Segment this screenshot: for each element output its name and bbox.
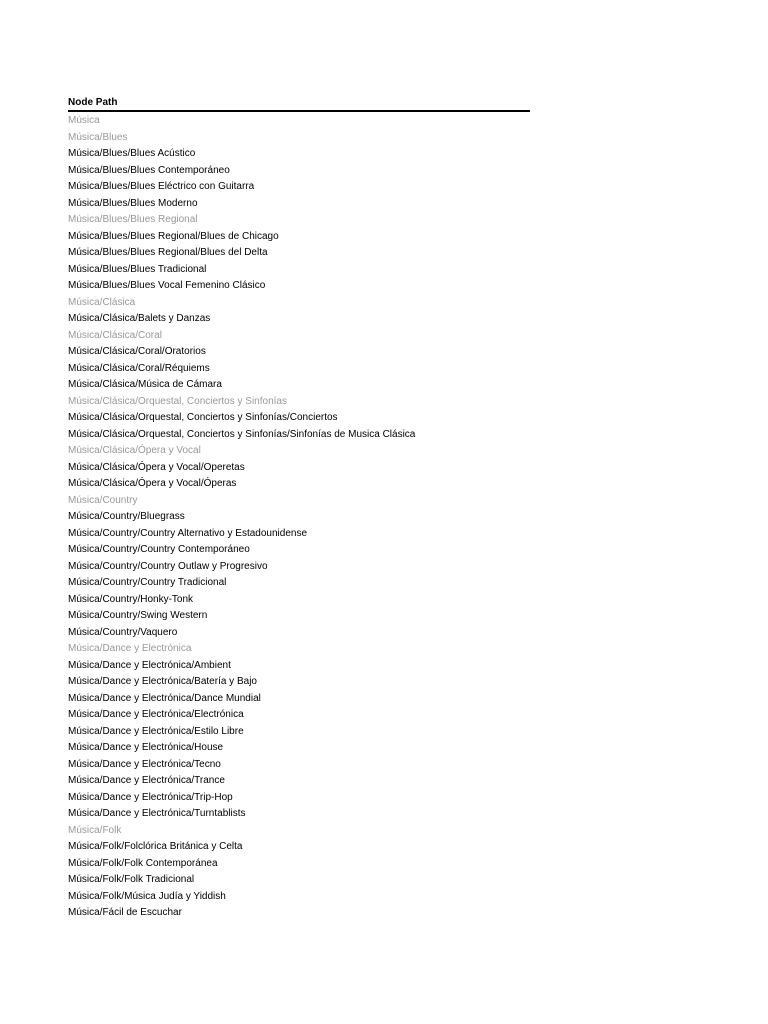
table-row: Música/Dance y Electrónica/Estilo Libre <box>68 725 244 737</box>
table-row: Música/Country/Bluegrass <box>68 511 185 522</box>
table-row: Música/Folk/Música Judía y Yiddish <box>68 890 226 902</box>
table-row: Música/Blues/Blues Regional/Blues de Chicago <box>68 230 279 242</box>
table-row: Música/Blues/Blues Contemporáneo <box>68 164 230 176</box>
table-row: Música/Dance y Electrónica/Dance Mundial <box>68 692 261 704</box>
table-row: Música/Clásica/Música de Cámara <box>68 379 222 390</box>
table-row: Música/Country/Country Alternativo y Estadounidense <box>68 527 308 539</box>
category-row: Música/Clásica/Coral <box>68 329 162 341</box>
category-row: Música/Clásica/Orquestal, Conciertos y Sinfonías <box>68 395 287 407</box>
table-row: Música/Blues/Blues Regional/Blues del Delta <box>68 247 268 258</box>
category-row: Música <box>68 115 100 126</box>
table-row: Música/Country/Country Outlaw y Progresivo <box>68 560 268 572</box>
table-row: Música/Fácil de Escuchar <box>68 907 182 918</box>
table-row: Música/Country/Vaquero <box>68 626 178 638</box>
column-header-node-path: Node Path <box>68 96 530 112</box>
table-row: Música/Clásica/Coral/Oratorios <box>68 346 206 357</box>
table-row: Música/Dance y Electrónica/Tecno <box>68 758 221 770</box>
table-row: Música/Blues/Blues Tradicional <box>68 263 207 275</box>
table-row: Música/Folk/Folclórica Británica y Celta <box>68 841 243 852</box>
table-row: Música/Country/Country Tradicional <box>68 577 227 588</box>
table-row: Música/Dance y Electrónica/Trip-Hop <box>68 791 233 803</box>
category-row: Música/Blues/Blues Regional <box>68 214 198 225</box>
table-row: Música/Dance y Electrónica/House <box>68 742 224 753</box>
category-row: Música/Blues <box>68 131 128 143</box>
table-row: Música/Folk/Folk Tradicional <box>68 874 195 885</box>
table-row: Música/Dance y Electrónica/Ambient <box>68 659 231 671</box>
table-row: Música/Country/Honky-Tonk <box>68 593 194 605</box>
node-path-list <box>68 113 530 922</box>
table-row: Música/Clásica/Coral/Réquiems <box>68 362 210 374</box>
table-row: Música/Clásica/Ópera y Vocal/Óperas <box>68 478 237 489</box>
table-row: Música/Blues/Blues Vocal Femenino Clásico <box>68 280 266 291</box>
table-row: Música/Clásica/Orquestal, Conciertos y Sinfonías/Sinfonías de Musica Clásica <box>68 428 416 440</box>
table-row: Música/Dance y Electrónica/Electrónica <box>68 709 244 720</box>
table-row: Música/Clásica/Balets y Danzas <box>68 313 211 324</box>
table-row: Música/Folk/Folk Contemporánea <box>68 857 218 869</box>
table-row: Música/Clásica/Ópera y Vocal/Operetas <box>68 461 245 473</box>
category-row: Música/Clásica/Ópera y Vocal <box>68 445 201 456</box>
table-row: Música/Dance y Electrónica/Trance <box>68 775 225 786</box>
table-row: Música/Blues/Blues Moderno <box>68 197 198 209</box>
table-row: Música/Clásica/Orquestal, Conciertos y Sinfonías/Conciertos <box>68 412 338 423</box>
category-row: Música/Folk <box>68 824 122 836</box>
table-row: Música/Dance y Electrónica/Turntablists <box>68 808 246 819</box>
table-row: Música/Country/Country Contemporáneo <box>68 544 250 555</box>
node-path-table <box>68 96 530 922</box>
table-row: Música/Blues/Blues Eléctrico con Guitarra <box>68 181 255 192</box>
table-row: Música/Blues/Blues Acústico <box>68 148 196 159</box>
category-row: Música/Country <box>68 494 138 506</box>
category-row: Música/Dance y Electrónica <box>68 643 192 654</box>
table-row: Música/Country/Swing Western <box>68 610 208 621</box>
table-row: Música/Dance y Electrónica/Batería y Bajo <box>68 676 257 687</box>
category-row: Música/Clásica <box>68 296 136 308</box>
